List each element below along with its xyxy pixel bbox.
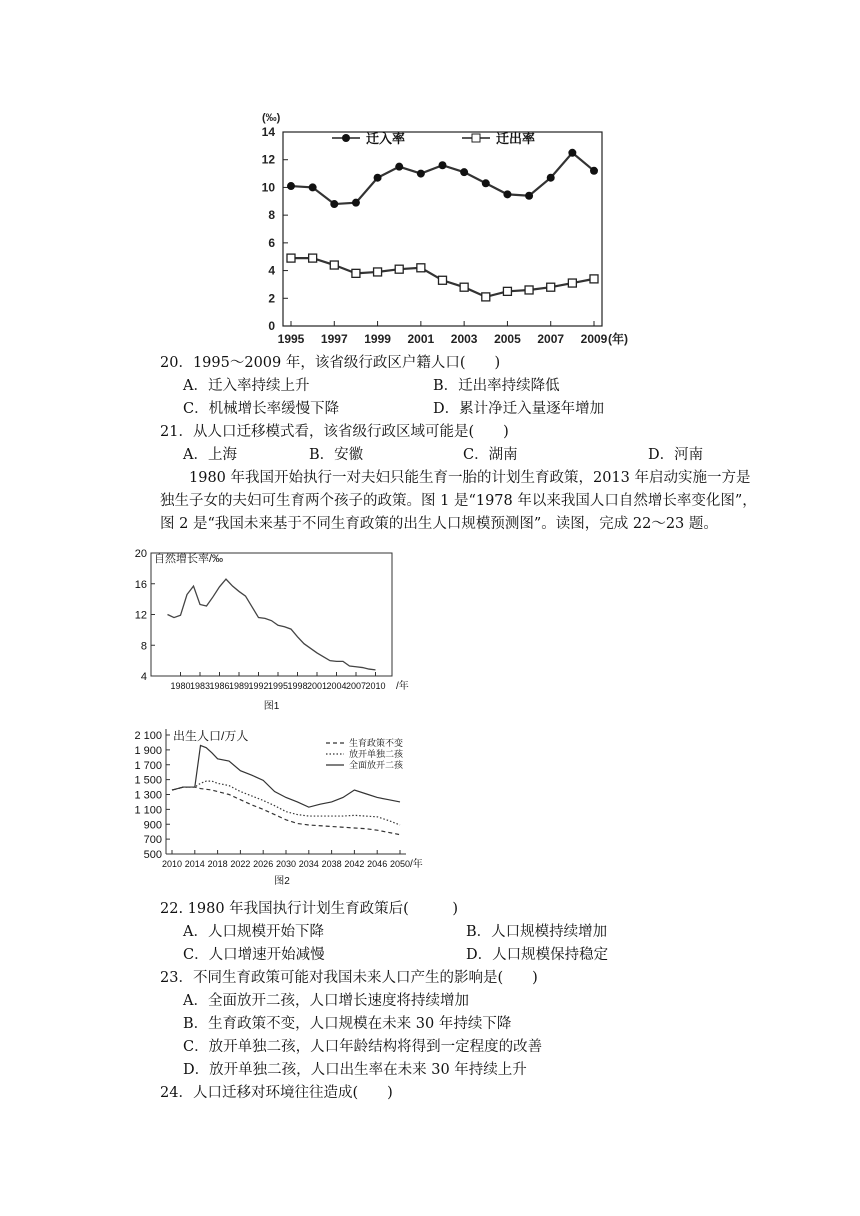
x-tick-label: 2009 bbox=[580, 332, 608, 346]
plot-frame bbox=[283, 132, 602, 326]
question-20-stem: 20．1995～2009 年，该省级行政区户籍人口( ) bbox=[160, 355, 501, 371]
material-line-2: 独生子女的夫妇可生育两个孩子的政策。图 1 是“1978 年以来我国人口自然增长率变化图”， bbox=[160, 493, 757, 509]
series-line-natural-growth bbox=[168, 579, 376, 670]
x-tick-label: 2042 bbox=[344, 859, 365, 869]
x-tick-label: 1989 bbox=[228, 681, 250, 691]
x-tick-label: 2004 bbox=[326, 681, 347, 691]
y-tick-label: 1 900 bbox=[134, 744, 162, 757]
y-tick-label: 14 bbox=[261, 125, 275, 139]
data-point-out-migration bbox=[568, 279, 576, 287]
data-point-out-migration bbox=[525, 286, 533, 294]
question-21-stem: 21．从人口迁移模式看，该省级行政区域可能是( ) bbox=[160, 424, 509, 440]
question-23-stem: 23．不同生育政策可能对我国未来人口产生的影响是( ) bbox=[160, 970, 538, 986]
x-unit-label: /年 bbox=[396, 681, 409, 692]
legend-label: 迁入率 bbox=[366, 131, 406, 146]
data-point-out-migration bbox=[547, 283, 555, 291]
data-point-out-migration bbox=[503, 287, 511, 295]
data-point-out-migration bbox=[352, 269, 360, 277]
data-point-in-migration bbox=[482, 179, 490, 187]
births-forecast-svg bbox=[120, 726, 460, 890]
y-tick-label: 2 100 bbox=[134, 730, 162, 742]
x-tick-label: 2007 bbox=[345, 681, 367, 691]
legend-marker-out-migration bbox=[472, 134, 480, 142]
x-tick-label: 2050 bbox=[389, 859, 411, 869]
x-tick-label: 2030 bbox=[275, 859, 297, 869]
x-tick-label: 1983 bbox=[189, 681, 211, 691]
data-point-in-migration bbox=[417, 170, 425, 178]
y-tick-label: 12 bbox=[261, 152, 275, 167]
x-tick-label: 2005 bbox=[494, 332, 521, 346]
question-22-option-d[interactable]: D．人口规模保持稳定 bbox=[466, 947, 609, 963]
question-20-option-d[interactable]: D．累计净迁入量逐年增加 bbox=[433, 401, 605, 417]
x-unit-label: /年 bbox=[410, 859, 423, 870]
x-tick-label: 1997 bbox=[320, 332, 348, 346]
births-forecast-chart bbox=[120, 726, 460, 890]
x-tick-label: 2034 bbox=[298, 859, 319, 869]
data-point-out-migration bbox=[374, 268, 382, 276]
data-point-out-migration bbox=[417, 264, 425, 272]
chart-caption: 图2 bbox=[274, 876, 290, 887]
migration-rate-chart bbox=[240, 104, 640, 350]
data-point-in-migration bbox=[547, 174, 555, 182]
question-23-option-a[interactable]: A．全面放开二孩，人口增长速度将持续增加 bbox=[183, 993, 469, 1009]
y-tick-label: 1 100 bbox=[134, 804, 162, 817]
y-axis-label: 出生人口/万人 bbox=[173, 729, 249, 743]
material-paragraph bbox=[160, 467, 760, 536]
chart-caption: 图1 bbox=[263, 701, 280, 712]
data-point-in-migration bbox=[287, 182, 295, 190]
y-tick-label: 500 bbox=[143, 849, 162, 861]
legend-label: 迁出率 bbox=[496, 131, 536, 146]
x-tick-label: 2010 bbox=[365, 681, 386, 691]
y-axis-label: 自然增长率/‰ bbox=[154, 553, 224, 565]
x-tick-label: 2038 bbox=[321, 859, 342, 869]
y-tick-label: 900 bbox=[143, 819, 162, 832]
y-tick-label: 4 bbox=[140, 671, 147, 683]
y-tick-label: 1 500 bbox=[134, 774, 162, 787]
y-tick-label: 6 bbox=[268, 235, 275, 250]
y-tick-label: 4 bbox=[268, 263, 275, 278]
data-point-in-migration bbox=[460, 168, 468, 176]
y-tick-label: 8 bbox=[268, 208, 275, 223]
y-tick-label: 20 bbox=[134, 548, 147, 560]
x-unit-label: (年) bbox=[608, 332, 628, 346]
x-tick-label: 1980 bbox=[170, 681, 191, 691]
x-tick-label: 2022 bbox=[230, 859, 251, 869]
question-23-option-b[interactable]: B．生育政策不变，人口规模在未来 30 年持续下降 bbox=[183, 1016, 512, 1032]
question-22-option-c[interactable]: C．人口增速开始减慢 bbox=[183, 947, 325, 963]
question-22-option-a[interactable]: A．人口规模开始下降 bbox=[183, 924, 324, 940]
migration-rate-svg bbox=[240, 104, 640, 350]
x-tick-label: 1999 bbox=[364, 332, 391, 346]
question-20-option-b[interactable]: B．迁出率持续降低 bbox=[433, 378, 560, 394]
y-tick-label: 1 300 bbox=[134, 789, 162, 802]
data-point-in-migration bbox=[309, 183, 317, 191]
data-point-in-migration bbox=[352, 199, 360, 207]
y-tick-label: 2 bbox=[268, 291, 275, 306]
question-22-stem: 22. 1980 年我国执行计划生育政策后( ) bbox=[160, 901, 458, 917]
data-point-out-migration bbox=[395, 265, 403, 273]
question-20-option-c[interactable]: C．机械增长率缓慢下降 bbox=[183, 401, 340, 417]
x-tick-label: 1986 bbox=[209, 681, 230, 691]
x-tick-label: 2018 bbox=[207, 859, 228, 869]
data-point-out-migration bbox=[482, 293, 490, 301]
x-tick-label: 2003 bbox=[450, 332, 478, 346]
legend-marker-in-migration bbox=[342, 134, 350, 142]
question-21-option-b[interactable]: B．安徽 bbox=[309, 447, 364, 463]
data-point-out-migration bbox=[309, 254, 317, 262]
data-point-in-migration bbox=[439, 161, 447, 169]
data-point-in-migration bbox=[590, 167, 598, 175]
x-tick-label: 1995 bbox=[267, 681, 289, 691]
data-point-out-migration bbox=[460, 283, 468, 291]
data-point-in-migration bbox=[374, 174, 382, 182]
x-tick-label: 2007 bbox=[537, 332, 565, 346]
question-20-option-a[interactable]: A．迁入率持续上升 bbox=[183, 378, 310, 394]
question-24-stem: 24．人口迁移对环境往往造成( ) bbox=[160, 1085, 393, 1101]
x-tick-label: 2046 bbox=[367, 859, 388, 869]
y-tick-label: 10 bbox=[261, 180, 275, 195]
data-point-in-migration bbox=[568, 149, 576, 157]
data-point-out-migration bbox=[439, 276, 447, 284]
data-point-out-migration bbox=[330, 261, 338, 269]
data-point-in-migration bbox=[503, 190, 511, 198]
data-point-out-migration bbox=[590, 275, 598, 283]
x-tick-label: 1992 bbox=[248, 681, 269, 691]
y-unit-label: (‰) bbox=[262, 112, 281, 124]
x-tick-label: 2010 bbox=[161, 859, 183, 869]
question-21-option-d[interactable]: D．河南 bbox=[648, 447, 704, 463]
question-23-option-c[interactable]: C．放开单独二孩，人口年龄结构将得到一定程度的改善 bbox=[183, 1039, 543, 1055]
x-tick-label: 2014 bbox=[184, 859, 205, 869]
data-point-out-migration bbox=[287, 254, 295, 262]
x-tick-label: 2026 bbox=[253, 859, 274, 869]
x-tick-label: 2001 bbox=[407, 332, 435, 346]
question-21-option-c[interactable]: C．湖南 bbox=[463, 447, 518, 463]
x-tick-label: 1998 bbox=[287, 681, 308, 691]
legend-label: 全面放开二孩 bbox=[349, 760, 404, 770]
x-tick-label: 1995 bbox=[277, 332, 305, 346]
y-tick-label: 16 bbox=[134, 578, 147, 591]
y-tick-label: 8 bbox=[140, 640, 147, 653]
data-point-in-migration bbox=[395, 163, 403, 171]
question-21-option-a[interactable]: A．上海 bbox=[183, 447, 237, 463]
legend-label: 放开单独二孩 bbox=[349, 749, 404, 759]
y-tick-label: 700 bbox=[143, 834, 162, 847]
data-point-in-migration bbox=[330, 200, 338, 208]
material-line-3: 图 2 是“我国未来基于不同生育政策的出生人口规模预测图”。读图，完成 22～23 题。 bbox=[160, 516, 718, 532]
plot-frame bbox=[151, 553, 392, 676]
question-23-option-d[interactable]: D．放开单独二孩，人口出生率在未来 30 年持续上升 bbox=[183, 1062, 527, 1078]
y-tick-label: 0 bbox=[268, 319, 275, 333]
x-tick-label: 2001 bbox=[306, 681, 328, 691]
legend-label: 生育政策不变 bbox=[349, 738, 404, 748]
series-line-single-child-two bbox=[172, 781, 400, 825]
y-tick-label: 1 700 bbox=[134, 759, 162, 772]
question-22-option-b[interactable]: B．人口规模持续增加 bbox=[466, 924, 608, 940]
data-point-in-migration bbox=[525, 192, 533, 200]
natural-growth-chart bbox=[120, 540, 460, 715]
material-line-1: 1980 年我国开始执行一对夫妇只能生育一胎的计划生育政策，2013 年启动实施一方是 bbox=[189, 470, 751, 486]
y-tick-label: 12 bbox=[134, 609, 147, 622]
natural-growth-svg bbox=[120, 540, 460, 715]
